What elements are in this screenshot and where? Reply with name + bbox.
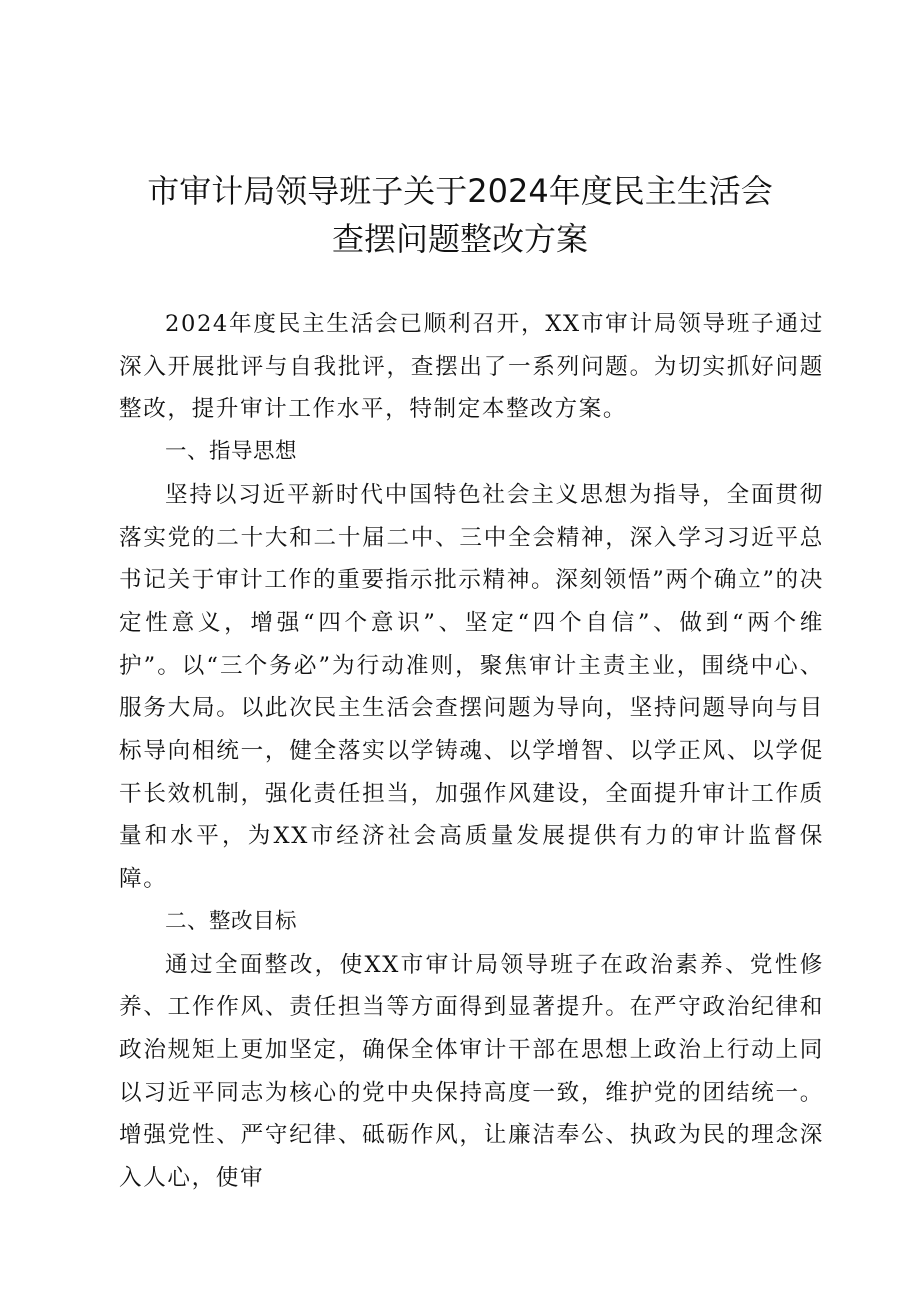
document-title-line2: 查摆问题整改方案 — [331, 220, 588, 258]
section2-heading: 二、整改目标 — [165, 908, 298, 934]
section1-heading: 一、指导思想 — [165, 439, 298, 465]
intro-paragraph: 2024年度民主生活会已顺利召开，XX市审计局领导班子通过深入开展批评与自我批评，查摆出了一系列问题。为切实抓好问题整改，提升审计工作水平，特制定本整改方案。 — [119, 311, 824, 423]
document-body — [119, 303, 824, 1200]
document-title-line1: 市审计局领导班子关于2024年度民主生活会 — [147, 172, 773, 210]
section1-paragraph: 坚持以习近平新时代中国特色社会主义思想为指导，全面贯彻落实党的二十大和二十届二中、三中全会精神，深入学习习近平总书记关于审计工作的重要指示批示精神。深刻领悟”两个确立”的决定性意义，增强“四个意识”、坚定“四个自信”、做到“两个维护”。以“三个务必”为行动准则，聚焦审计主责主业，围绕中心、服务大局。以此次民主生活会查摆问题为导向，坚持问题导向与目标导向相统一，健全落实以学铸魂、以学增智、以学正风、以学促干长效机制，强化责任担当，加强作风建设，全面提升审计工作质量和水平，为XX市经济社会高质量发展提供有力的审计监督保障。 — [119, 481, 824, 893]
section2-paragraph: 通过全面整改，使XX市审计局领导班子在政治素养、党性修养、工作作风、责任担当等方面得到显著提升。在严守政治纪律和政治规矩上更加坚定，确保全体审计干部在思想上政治上行动上同以习近平同志为核心的党中央保持高度一致，维护党的团结统一。增强党性、严守纪律、砥砺作风，让廉洁奉公、执政为民的理念深入人心，使审 — [119, 951, 824, 1192]
